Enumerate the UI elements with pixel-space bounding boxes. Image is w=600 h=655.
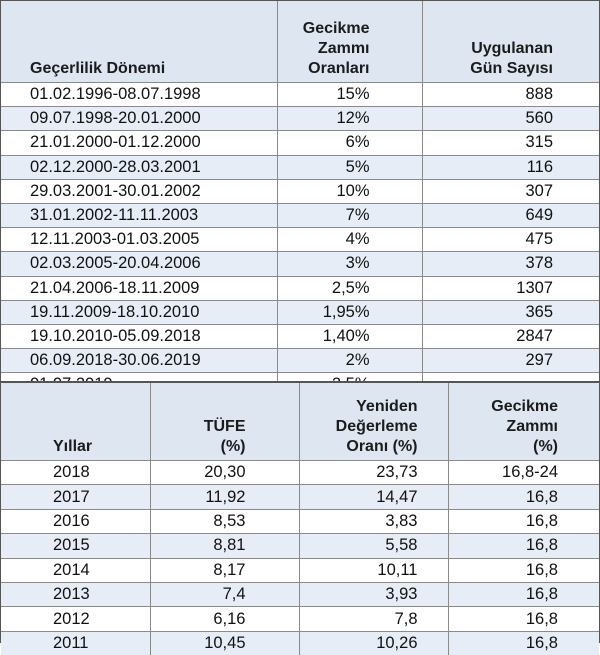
table-row: [1, 485, 599, 509]
late-fee-cell: 16,8: [448, 509, 599, 533]
revaluation-cell: 10,26: [299, 631, 448, 655]
revaluation-cell: 14,47: [299, 485, 448, 509]
period-cell: 19.10.2010-05.09.2018: [1, 324, 277, 348]
header-validity-period: [1, 1, 277, 83]
rate-cell: 1,40%: [277, 324, 422, 348]
revaluation-cell: 3,93: [299, 582, 448, 606]
header-late-fee: [448, 382, 599, 461]
cpi-cell: 20,30: [150, 461, 299, 485]
rate-cell: 3%: [277, 252, 422, 276]
year-cell: 2012: [1, 607, 150, 631]
days-cell: 2847: [422, 324, 599, 348]
late-fee-cell: 16,8: [448, 485, 599, 509]
header-line: Zammı: [317, 40, 370, 57]
days-cell: 475: [422, 228, 599, 252]
revaluation-cell: 7,8: [299, 607, 448, 631]
days-cell: 307: [422, 179, 599, 203]
header-applied-days: [422, 1, 599, 83]
period-cell: 02.12.2000-28.03.2001: [1, 155, 277, 179]
header-years: [1, 382, 150, 461]
header-line: Gecikme: [491, 398, 558, 415]
days-cell: 297: [422, 349, 599, 373]
table-row: [1, 203, 599, 227]
table-row: [1, 324, 599, 348]
table-row: [1, 131, 599, 155]
year-cell: 2017: [1, 485, 150, 509]
rate-cell: 6%: [277, 131, 422, 155]
rate-cell: 12%: [277, 107, 422, 131]
header-line: Zammı: [506, 418, 558, 435]
year-cell: 2018: [1, 461, 150, 485]
table-row: [1, 558, 599, 582]
header-line: (%): [220, 438, 246, 455]
late-fee-cell: 16,8: [448, 558, 599, 582]
cpi-cell: 10,45: [150, 631, 299, 655]
period-cell: 31.01.2002-11.11.2003: [1, 203, 277, 227]
table-row: [1, 276, 599, 300]
rate-cell: 1,95%: [277, 300, 422, 324]
header-line: Gün Sayısı: [470, 60, 553, 77]
header-line: Değerleme: [335, 418, 418, 435]
table-row: [1, 252, 599, 276]
late-fee-cell: 16,8: [448, 534, 599, 558]
table-row: [1, 107, 599, 131]
table-row: [1, 461, 599, 485]
rate-cell: 2,5%: [277, 276, 422, 300]
days-cell: 116: [422, 155, 599, 179]
period-cell: 21.01.2000-01.12.2000: [1, 131, 277, 155]
table-row: [1, 582, 599, 606]
header-line: Yıllar: [53, 438, 93, 455]
table-row: [1, 534, 599, 558]
rate-cell: 4%: [277, 228, 422, 252]
header-cpi: [150, 382, 299, 461]
header-line: Uygulanan: [471, 40, 553, 57]
header-line: Oranı (%): [346, 438, 418, 455]
late-fee-cell: 16,8: [448, 607, 599, 631]
cpi-cell: 7,4: [150, 582, 299, 606]
period-cell: 19.11.2009-18.10.2010: [1, 300, 277, 324]
cpi-cell: 6,16: [150, 607, 299, 631]
days-cell: 378: [422, 252, 599, 276]
period-cell: 21.04.2006-18.11.2009: [1, 276, 277, 300]
year-cell: 2016: [1, 509, 150, 533]
days-cell: 649: [422, 203, 599, 227]
cpi-cell: 8,81: [150, 534, 299, 558]
rate-cell: 2%: [277, 349, 422, 373]
period-cell: 12.11.2003-01.03.2005: [1, 228, 277, 252]
table-row: [1, 300, 599, 324]
rate-cell: 15%: [277, 83, 422, 107]
revaluation-cell: 10,11: [299, 558, 448, 582]
table-row: [1, 179, 599, 203]
period-cell: 09.07.1998-20.01.2000: [1, 107, 277, 131]
late-fee-cell: 16,8-24: [448, 461, 599, 485]
cpi-cell: 11,92: [150, 485, 299, 509]
days-cell: 315: [422, 131, 599, 155]
table-row: [1, 83, 599, 107]
revaluation-cell: 3,83: [299, 509, 448, 533]
late-fee-cell: 16,8: [448, 582, 599, 606]
days-cell: 888: [422, 83, 599, 107]
days-cell: 1307: [422, 276, 599, 300]
period-cell: 29.03.2001-30.01.2002: [1, 179, 277, 203]
period-cell: 06.09.2018-30.06.2019: [1, 349, 277, 373]
table-row: [1, 349, 599, 373]
table-row: [1, 631, 599, 655]
cpi-cell: 8,17: [150, 558, 299, 582]
header-revaluation-rate: [299, 382, 448, 461]
header-line: TÜFE: [203, 418, 246, 435]
year-cell: 2013: [1, 582, 150, 606]
table-row: [1, 228, 599, 252]
rate-cell: 10%: [277, 179, 422, 203]
header-line: Oranları: [308, 60, 370, 77]
table-row: [1, 155, 599, 179]
header-late-fee-rates: [277, 1, 422, 83]
cpi-cell: 8,53: [150, 509, 299, 533]
cpi-revaluation-table: [1, 381, 599, 655]
period-cell: 01.02.1996-08.07.1998: [1, 83, 277, 107]
header-line: Geçerlilik Dönemi: [30, 60, 166, 77]
revaluation-cell: 5,58: [299, 534, 448, 558]
table-row: [1, 607, 599, 631]
late-fee-cell: 16,8: [448, 631, 599, 655]
header-line: Yeniden: [356, 398, 418, 415]
header-line: (%): [533, 438, 558, 455]
revaluation-cell: 23,73: [299, 461, 448, 485]
table-row: [1, 509, 599, 533]
rate-cell: 5%: [277, 155, 422, 179]
header-line: Gecikme: [302, 20, 370, 37]
days-cell: 365: [422, 300, 599, 324]
rate-cell: 7%: [277, 203, 422, 227]
late-fee-rates-table: [1, 1, 599, 396]
days-cell: 560: [422, 107, 599, 131]
year-cell: 2011: [1, 631, 150, 655]
year-cell: 2015: [1, 534, 150, 558]
year-cell: 2014: [1, 558, 150, 582]
period-cell: 02.03.2005-20.04.2006: [1, 252, 277, 276]
